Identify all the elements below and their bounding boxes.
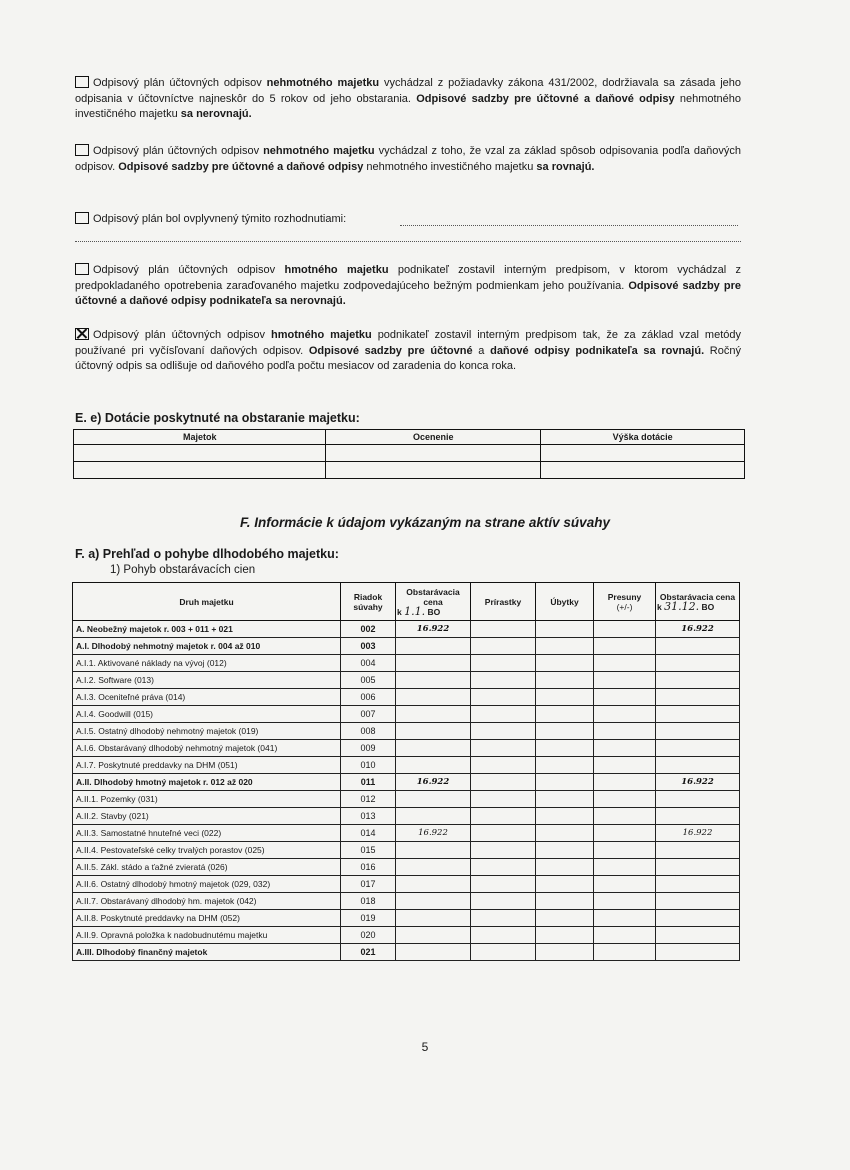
cell-ubytky[interactable]	[536, 689, 594, 706]
cell-obst-end[interactable]	[656, 655, 740, 672]
cell-obst-end[interactable]	[656, 672, 740, 689]
table-cell[interactable]	[326, 445, 541, 462]
cell-obst-start[interactable]: 16.922	[396, 825, 471, 842]
table-cell[interactable]	[74, 462, 326, 479]
section-f-heading: F. a) Prehľad o pohybe dlhodobého majetku:	[75, 547, 339, 561]
cell-prirastky[interactable]	[471, 638, 536, 655]
cell-obst-end[interactable]	[656, 876, 740, 893]
cell-prirastky[interactable]	[471, 757, 536, 774]
cell-ubytky[interactable]	[536, 638, 594, 655]
cell-ubytky[interactable]	[536, 672, 594, 689]
row-label: A.I. Dlhodobý nehmotný majetok r. 004 až 010	[73, 638, 341, 655]
table-cell[interactable]	[326, 462, 541, 479]
cell-obst-start[interactable]	[396, 740, 471, 757]
table-row	[73, 757, 740, 774]
cell-prirastky[interactable]	[471, 723, 536, 740]
cell-presuny[interactable]	[594, 672, 656, 689]
cell-presuny[interactable]	[594, 944, 656, 961]
cell-ubytky[interactable]	[536, 706, 594, 723]
checkbox-p1[interactable]	[75, 76, 89, 88]
row-label: A.I.7. Poskytnuté preddavky na DHM (051)	[73, 757, 341, 774]
row-label: A.I.2. Software (013)	[73, 672, 341, 689]
cell-ubytky[interactable]	[536, 842, 594, 859]
cell-obst-end[interactable]	[656, 791, 740, 808]
cell-obst-end[interactable]	[656, 859, 740, 876]
row-number: 014	[341, 825, 396, 842]
checkbox-p5-checked[interactable]	[75, 328, 89, 340]
table-row	[73, 621, 740, 638]
table-row	[73, 689, 740, 706]
cell-obst-end[interactable]	[656, 910, 740, 927]
dotted-line	[400, 225, 738, 226]
row-label: A.II. Dlhodobý hmotný majetok r. 012 až 020	[73, 774, 341, 791]
cell-presuny[interactable]	[594, 723, 656, 740]
row-label: A.II.7. Obstarávaný dlhodobý hm. majetok (042)	[73, 893, 341, 910]
row-number: 017	[341, 876, 396, 893]
table-row	[73, 808, 740, 825]
cell-obst-start[interactable]	[396, 859, 471, 876]
table-row	[74, 445, 745, 462]
cell-ubytky[interactable]	[536, 944, 594, 961]
table-row	[73, 672, 740, 689]
cell-obst-end[interactable]	[656, 927, 740, 944]
cell-obst-end[interactable]	[656, 893, 740, 910]
cell-ubytky[interactable]	[536, 808, 594, 825]
cell-presuny[interactable]	[594, 859, 656, 876]
cell-obst-end[interactable]: 16.922	[656, 774, 740, 791]
cell-ubytky[interactable]	[536, 876, 594, 893]
row-label: A.I.5. Ostatný dlhodobý nehmotný majetok (019)	[73, 723, 341, 740]
option-decisions: Odpisový plán bol ovplyvnený týmito rozhodnutiami:	[75, 212, 741, 228]
table-row	[74, 462, 745, 479]
table-row	[73, 655, 740, 672]
cell-obst-start[interactable]	[396, 757, 471, 774]
cell-obst-end[interactable]	[656, 808, 740, 825]
row-number: 008	[341, 723, 396, 740]
row-number: 003	[341, 638, 396, 655]
cell-prirastky[interactable]	[471, 808, 536, 825]
row-label: A.II.6. Ostatný dlhodobý hmotný majetok (029, 032)	[73, 876, 341, 893]
section-f-subheading: 1) Pohyb obstarávacích cien	[110, 564, 256, 576]
option-intangible-not-equal: Odpisový plán účtovných odpisov nehmotného majetku vychádzal z požiadavky zákona 431/2002, dodržiavala sa zásada jeho odpisania v účtovníctve najneskôr do 5 rokov od jeho obstarania. Odpisové sadzby pre účtovné a daňové odpisy nehmotného investičného majetku sa nerovnajú.	[75, 77, 741, 120]
row-number: 016	[341, 859, 396, 876]
cell-obst-end[interactable]	[656, 944, 740, 961]
table-row	[73, 825, 740, 842]
row-number: 010	[341, 757, 396, 774]
row-number: 012	[341, 791, 396, 808]
cell-obst-end[interactable]	[656, 638, 740, 655]
cell-prirastky[interactable]	[471, 621, 536, 638]
col-druh-majetku: Druh majetku	[73, 583, 341, 621]
row-label: A.II.9. Opravná položka k nadobudnutému majetku	[73, 927, 341, 944]
row-number: 018	[341, 893, 396, 910]
table-row	[73, 740, 740, 757]
cell-presuny[interactable]	[594, 706, 656, 723]
cell-presuny[interactable]	[594, 842, 656, 859]
cell-ubytky[interactable]	[536, 740, 594, 757]
cell-presuny[interactable]	[594, 689, 656, 706]
cell-presuny[interactable]	[594, 910, 656, 927]
row-number: 007	[341, 706, 396, 723]
row-label: A.I.1. Aktivované náklady na vývoj (012)	[73, 655, 341, 672]
row-number: 005	[341, 672, 396, 689]
cell-obst-start[interactable]	[396, 655, 471, 672]
col-ubytky: Úbytky	[536, 583, 594, 621]
row-number: 002	[341, 621, 396, 638]
cell-ubytky[interactable]	[536, 791, 594, 808]
cell-prirastky[interactable]	[471, 910, 536, 927]
table-cell[interactable]	[541, 445, 745, 462]
cell-ubytky[interactable]	[536, 774, 594, 791]
cell-ubytky[interactable]	[536, 723, 594, 740]
cell-presuny[interactable]	[594, 825, 656, 842]
row-label: A.I.4. Goodwill (015)	[73, 706, 341, 723]
row-label: A.I.3. Oceniteľné práva (014)	[73, 689, 341, 706]
row-label: A.II.1. Pozemky (031)	[73, 791, 341, 808]
cell-obst-end[interactable]	[656, 689, 740, 706]
cell-presuny[interactable]	[594, 876, 656, 893]
section-f-title: F. Informácie k údajom vykázaným na strane aktív súvahy	[240, 515, 610, 530]
row-number: 019	[341, 910, 396, 927]
row-number: 021	[341, 944, 396, 961]
cell-obst-start[interactable]: 16.922	[396, 774, 471, 791]
row-number: 011	[341, 774, 396, 791]
cell-obst-start[interactable]	[396, 706, 471, 723]
cell-obst-start[interactable]	[396, 638, 471, 655]
cell-prirastky[interactable]	[471, 672, 536, 689]
row-number: 006	[341, 689, 396, 706]
table-row	[73, 910, 740, 927]
cell-ubytky[interactable]	[536, 927, 594, 944]
dotted-line	[75, 241, 741, 242]
subsidies-table	[73, 429, 745, 479]
cell-prirastky[interactable]	[471, 774, 536, 791]
checkbox-p3[interactable]	[75, 212, 89, 224]
section-e-heading: E. e) Dotácie poskytnuté na obstaranie majetku:	[75, 411, 360, 425]
cell-ubytky[interactable]	[536, 621, 594, 638]
checkbox-p2[interactable]	[75, 144, 89, 156]
cell-presuny[interactable]	[594, 774, 656, 791]
row-label: A.II.2. Stavby (021)	[73, 808, 341, 825]
row-label: A.II.5. Zákl. stádo a ťažné zvieratá (026)	[73, 859, 341, 876]
cell-ubytky[interactable]	[536, 757, 594, 774]
asset-movement-body	[73, 621, 740, 961]
cell-presuny[interactable]	[594, 808, 656, 825]
row-number: 015	[341, 842, 396, 859]
col-prirastky: Prírastky	[471, 583, 536, 621]
row-number: 020	[341, 927, 396, 944]
cell-obst-start[interactable]	[396, 791, 471, 808]
table-row	[73, 842, 740, 859]
row-label: A.II.4. Pestovateľské celky trvalých porastov (025)	[73, 842, 341, 859]
table-row	[73, 791, 740, 808]
cell-prirastky[interactable]	[471, 944, 536, 961]
cell-prirastky[interactable]	[471, 825, 536, 842]
col-obst-end: Obstarávacia cena k 31.12. BO	[656, 583, 740, 621]
col-vyska-dotacie: Výška dotácie	[541, 430, 745, 445]
row-label: A.II.3. Samostatné hnuteľné veci (022)	[73, 825, 341, 842]
cell-obst-start[interactable]	[396, 927, 471, 944]
cell-presuny[interactable]	[594, 655, 656, 672]
row-number: 004	[341, 655, 396, 672]
option-intangible-equal: Odpisový plán účtovných odpisov nehmotného majetku vychádzal z toho, že vzal za základ spôsob odpisovania podľa daňových odpisov. Odpisové sadzby pre účtovné a daňové odpisy nehmotného investičného majetku sa rovnajú.	[75, 145, 741, 173]
cell-ubytky[interactable]	[536, 655, 594, 672]
cell-prirastky[interactable]	[471, 655, 536, 672]
row-number: 009	[341, 740, 396, 757]
option-tangible-not-equal: Odpisový plán účtovných odpisov hmotného majetku podnikateľ zostavil interným predpisom, v ktorom vychádzal z predpokladaného opotrebenia zaraďovaného majetku zodpovedajúceho bežným podmienkam jeho používania. Odpisové sadzby pre účtovné a daňové odpisy podnikateľa sa nerovnajú.	[75, 264, 741, 307]
row-label: A.III. Dlhodobý finančný majetok	[73, 944, 341, 961]
col-presuny: Presuny (+/-)	[594, 583, 656, 621]
cell-obst-end[interactable]	[656, 706, 740, 723]
table-row	[73, 876, 740, 893]
cell-prirastky[interactable]	[471, 740, 536, 757]
table-row	[73, 893, 740, 910]
cell-obst-end[interactable]: 16.922	[656, 825, 740, 842]
cell-presuny[interactable]	[594, 621, 656, 638]
cell-obst-start[interactable]	[396, 893, 471, 910]
cell-prirastky[interactable]	[471, 689, 536, 706]
table-cell[interactable]	[541, 462, 745, 479]
table-row	[73, 706, 740, 723]
cell-ubytky[interactable]	[536, 910, 594, 927]
table-row	[73, 944, 740, 961]
checkbox-p4[interactable]	[75, 263, 89, 275]
cell-obst-start[interactable]: 16.922	[396, 621, 471, 638]
page-number: 5	[421, 1040, 429, 1054]
col-majetok: Majetok	[74, 430, 326, 445]
cell-presuny[interactable]	[594, 757, 656, 774]
table-row	[73, 927, 740, 944]
cell-prirastky[interactable]	[471, 859, 536, 876]
cell-obst-end[interactable]	[656, 740, 740, 757]
row-label: A. Neobežný majetok r. 003 + 011 + 021	[73, 621, 341, 638]
table-row	[73, 638, 740, 655]
cell-prirastky[interactable]	[471, 893, 536, 910]
cell-prirastky[interactable]	[471, 706, 536, 723]
option-tangible-equal: Odpisový plán účtovných odpisov hmotného majetku podnikateľ zostavil interným predpisom tak, že za základ vzal metódy používané pri vyčísľovaní daňových odpisov. Odpisové sadzby pre účtovné a daňové odpisy podnikateľa sa rovnajú. Ročný účtovný odpis sa odlišuje od daňového podľa počtu mesiacov od zaradenia do konca roka.	[75, 329, 741, 372]
col-ocenenie: Ocenenie	[326, 430, 541, 445]
cell-obst-start[interactable]	[396, 876, 471, 893]
col-riadok: Riadok súvahy	[341, 583, 396, 621]
cell-obst-start[interactable]	[396, 723, 471, 740]
cell-obst-start[interactable]	[396, 842, 471, 859]
table-row	[73, 774, 740, 791]
cell-obst-end[interactable]	[656, 842, 740, 859]
cell-obst-start[interactable]	[396, 808, 471, 825]
cell-presuny[interactable]	[594, 893, 656, 910]
cell-ubytky[interactable]	[536, 893, 594, 910]
row-number: 013	[341, 808, 396, 825]
cell-obst-start[interactable]	[396, 672, 471, 689]
cell-ubytky[interactable]	[536, 825, 594, 842]
asset-movement-table	[72, 582, 740, 961]
cell-obst-start[interactable]	[396, 944, 471, 961]
cell-prirastky[interactable]	[471, 842, 536, 859]
table-row	[73, 859, 740, 876]
cell-obst-end[interactable]	[656, 757, 740, 774]
cell-obst-start[interactable]	[396, 910, 471, 927]
cell-presuny[interactable]	[594, 638, 656, 655]
row-label: A.I.6. Obstarávaný dlhodobý nehmotný majetok (041)	[73, 740, 341, 757]
cell-obst-end[interactable]	[656, 723, 740, 740]
table-row	[73, 723, 740, 740]
cell-ubytky[interactable]	[536, 859, 594, 876]
cell-presuny[interactable]	[594, 791, 656, 808]
table-cell[interactable]	[74, 445, 326, 462]
cell-prirastky[interactable]	[471, 791, 536, 808]
row-label: A.II.8. Poskytnuté preddavky na DHM (052)	[73, 910, 341, 927]
cell-obst-end[interactable]: 16.922	[656, 621, 740, 638]
cell-presuny[interactable]	[594, 740, 656, 757]
cell-obst-start[interactable]	[396, 689, 471, 706]
cell-prirastky[interactable]	[471, 927, 536, 944]
cell-presuny[interactable]	[594, 927, 656, 944]
cell-prirastky[interactable]	[471, 876, 536, 893]
col-obst-start: Obstarávacia cena k 1.1. BO	[396, 583, 471, 621]
